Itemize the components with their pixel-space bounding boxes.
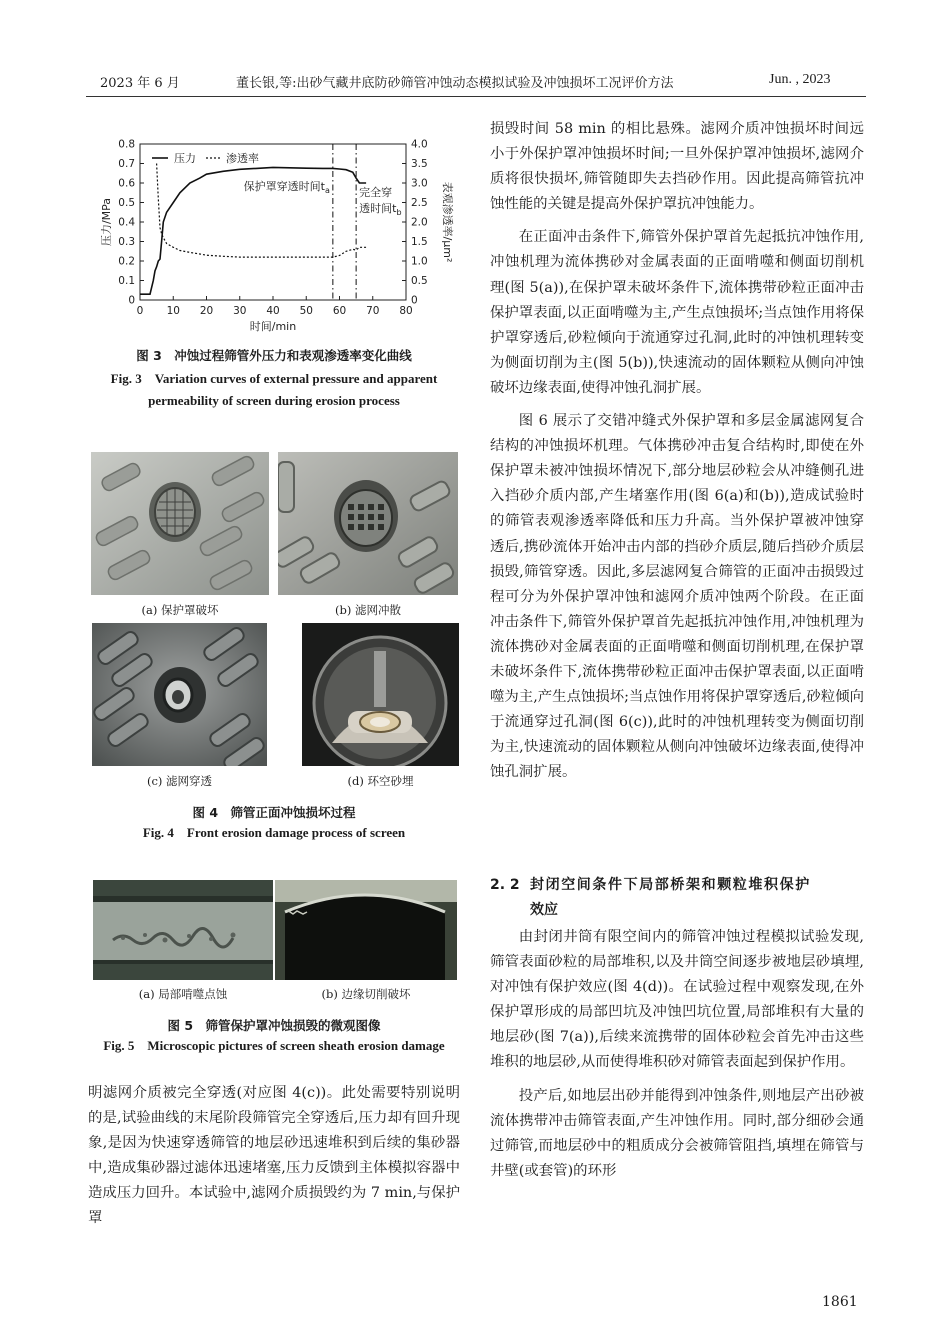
header-right: Jun. , 2023 <box>769 72 831 87</box>
x-tick-label: 40 <box>266 305 280 317</box>
y2-tick-label: 0.5 <box>411 275 428 287</box>
x-tick-label: 20 <box>199 305 214 317</box>
fig4b-label: (b) 滤网冲散 <box>335 603 401 617</box>
right-paragraph: 图 6 展示了交错冲缝式外保护罩和多层金属滤网复合结构的冲蚀损坏机理。气体携砂冲击复合结构时,即使在外保护罩未被冲蚀损坏情况下,部分地层砂粒会从冲缝侧孔进入挡砂介质内部,产生堵塞作用(图 6(a)和(b)),造成试验时的筛管表观渗透率降低和压力升高。当外保护罩被冲蚀穿透后,携砂流体开始冲击内部的挡砂介质层,随后挡砂介质层损毁,筛管穿透。因此,多层滤网复合筛管的正面冲击损毁过程可分为外保护罩冲蚀和滤网介质冲蚀两个阶段。在正面冲击条件下,筛管外保护罩首先起抵抗冲蚀作用,冲蚀机理为流体携砂对金属表面的正面啃噬和侧面切削机理,在保护罩未破坏条件下,流体携带砂粒正面冲击保护罩表面,以正面啃噬为主,产生点蚀损坏;当点蚀作用将保护罩穿透后,砂粒倾向于流通穿过孔洞(图 6(c)),此时的冲蚀机理转变为侧面切削为主,快速流动的固体颗粒从侧向冲蚀破坏边缘表面,使得冲蚀孔洞扩展。 <box>490 413 864 781</box>
fig4-caption-en: Fig. 4 Front erosion damage process of screen <box>142 825 406 840</box>
y-tick-label: 0.5 <box>118 197 135 209</box>
fig4a-photo <box>91 452 269 595</box>
legend-permeability-label: 渗透率 <box>226 152 259 165</box>
y-tick-label: 0.2 <box>118 255 135 268</box>
left-paragraph: 明滤网介质被完全穿透(对应图 4(c))。此处需要特别说明的是,试验曲线的末尾阶段筛管完全穿透后,压力却有回升现象,是因为快速穿透筛管的地层砂迅速堆积到后续的集砂器中,造成集砂器过滤体迅速堵塞,压力反馈到主体模拟容器中造成压力回升。本试验中,滤网介质损毁约为 7 min,与保护罩 <box>88 1085 460 1227</box>
x-axis-label: 时间/min <box>249 320 297 333</box>
x-tick-label: 60 <box>332 305 347 317</box>
y2-tick-label: 1.5 <box>411 236 428 248</box>
right-body <box>490 117 864 785</box>
right-body-2 <box>490 925 864 1184</box>
right-paragraph: 投产后,如地层出砂并能得到冲蚀条件,则地层产出砂被流体携带冲击筛管表面,产生冲蚀作用。同时,部分细砂会通过筛管,而地层砂中的粗质成分会被筛管阻挡,填埋在筛管与井壁(或套管)的环形 <box>490 1087 864 1179</box>
section-title-line-1: 封闭空间条件下局部桥架和颗粒堆积保护 <box>530 877 811 893</box>
x-tick-label: 70 <box>366 305 380 317</box>
y-tick-label: 0.1 <box>118 275 135 287</box>
y-axis-label: 压力/MPa <box>100 197 113 247</box>
fig5a-label: (a) 局部啃噬点蚀 <box>138 987 228 1001</box>
y2-tick-label: 3.5 <box>411 158 428 170</box>
right-paragraph: 损毁时间 58 min 的相比悬殊。滤网介质冲蚀损坏时间远小于外保护罩冲蚀损坏时间;一旦外保护罩冲蚀损坏,滤网介质将很快损坏,筛管随即失去挡砂作用。因此提高筛管抗冲蚀性能的关键是提高外保护罩抗冲蚀能力。 <box>490 121 864 213</box>
fig5a-photo <box>93 880 273 980</box>
marker-label-sub: a <box>324 186 330 195</box>
y2-tick-label: 1.0 <box>411 255 428 268</box>
fig4b-photo <box>278 452 458 595</box>
y2-tick-label: 3.0 <box>411 177 428 190</box>
fig5b-label: (b) 边缘切削破坏 <box>321 987 411 1001</box>
fig3-caption-en-2: permeability of screen during erosion process <box>148 393 400 408</box>
fig3-caption-cn: 图 3 冲蚀过程筛管外压力和表观渗透率变化曲线 <box>136 348 412 363</box>
header-rule <box>86 96 866 97</box>
fig4d-label: (d) 环空砂埋 <box>347 774 414 788</box>
section-title-line-2: 效应 <box>530 902 558 918</box>
fig5b-photo <box>275 880 457 980</box>
fig4a-label: (a) 保护罩破坏 <box>141 603 219 617</box>
fig5-caption-cn: 图 5 筛管保护罩冲蚀损毁的微观图像 <box>167 1018 381 1033</box>
fig5-caption-en: Fig. 5 Microscopic pictures of screen sheath erosion damage <box>103 1038 445 1053</box>
x-tick-label: 80 <box>399 305 413 317</box>
y-tick-label: 0.7 <box>118 158 135 170</box>
left-body <box>88 1081 460 1232</box>
y2-tick-label: 2.5 <box>411 197 428 209</box>
fig3-chart <box>88 134 463 339</box>
x-tick-label: 10 <box>166 305 180 317</box>
x-tick-label: 50 <box>299 305 313 317</box>
x-tick-label: 30 <box>233 305 247 317</box>
right-paragraph: 由封闭井筒有限空间内的筛管冲蚀过程模拟试验发现,筛管表面砂粒的局部堆积,以及井筒空间逐步被地层砂填埋,对冲蚀有保护效应(图 4(d))。在试验过程中观察发现,在外保护罩形成的局部凹坑及冲蚀凹坑位置,局部堆积有大量的地层砂(图 7(a)),后续来流携带的固体砂粒会首先冲击这些堆积的地层砂,从而使得堆积砂对筛管表面起到保护作用。 <box>490 929 864 1071</box>
header-left: 2023 年 6 月 <box>100 76 180 91</box>
marker-label: 保护罩穿透时间$t_a$ <box>243 180 330 195</box>
y2-tick-label: 0 <box>411 294 418 307</box>
y2-axis-label: 表观渗透率/μm² <box>441 181 454 263</box>
fig4c-label: (c) 滤网穿透 <box>146 774 213 788</box>
y-tick-label: 0.4 <box>118 216 135 229</box>
series-line-permeability <box>157 164 367 258</box>
y2-tick-label: 2.0 <box>411 216 428 229</box>
fig4d-photo <box>302 623 459 766</box>
marker-label: 完全穿 <box>359 186 393 199</box>
fig3-caption-en-1: Fig. 3 Variation curves of external pressure and apparent <box>110 371 438 386</box>
legend-pressure-label: 压力 <box>174 152 196 165</box>
y-tick-label: 0.3 <box>118 236 135 248</box>
y-tick-label: 0.6 <box>118 177 135 190</box>
marker-label: 透时间$t_b$ <box>359 202 402 217</box>
fig4c-photo <box>92 623 267 766</box>
section-number: 2. 2 <box>490 877 520 893</box>
page-number: 1861 <box>822 1294 858 1310</box>
y-tick-label: 0 <box>128 294 135 307</box>
right-paragraph: 在正面冲击条件下,筛管外保护罩首先起抵抗冲蚀作用,冲蚀机理为流体携砂对金属表面的正面啃噬和侧面切削机理(图 5(a)),在保护罩未破坏条件下,流体携带砂粒正面冲击保护罩表面,以正面啃噬为主,产生点蚀损坏;当点蚀作用将保护罩穿透后,砂粒倾向于流通穿过孔洞,此时的冲蚀机理转变为侧面切削为主(图 5(b)),快速流动的固体颗粒从侧向冲蚀破坏边缘表面,使得冲蚀孔洞扩展。 <box>490 229 864 396</box>
y-tick-label: 0.8 <box>118 138 135 151</box>
x-tick-label: 0 <box>136 305 144 317</box>
y2-tick-label: 4.0 <box>411 138 428 151</box>
fig4-caption-cn: 图 4 筛管正面冲蚀损坏过程 <box>192 805 356 820</box>
marker-label-sub: b <box>396 208 402 217</box>
header-title: 董长银,等:出砂气藏井底防砂筛管冲蚀动态模拟试验及冲蚀损坏工况评价方法 <box>236 76 674 91</box>
